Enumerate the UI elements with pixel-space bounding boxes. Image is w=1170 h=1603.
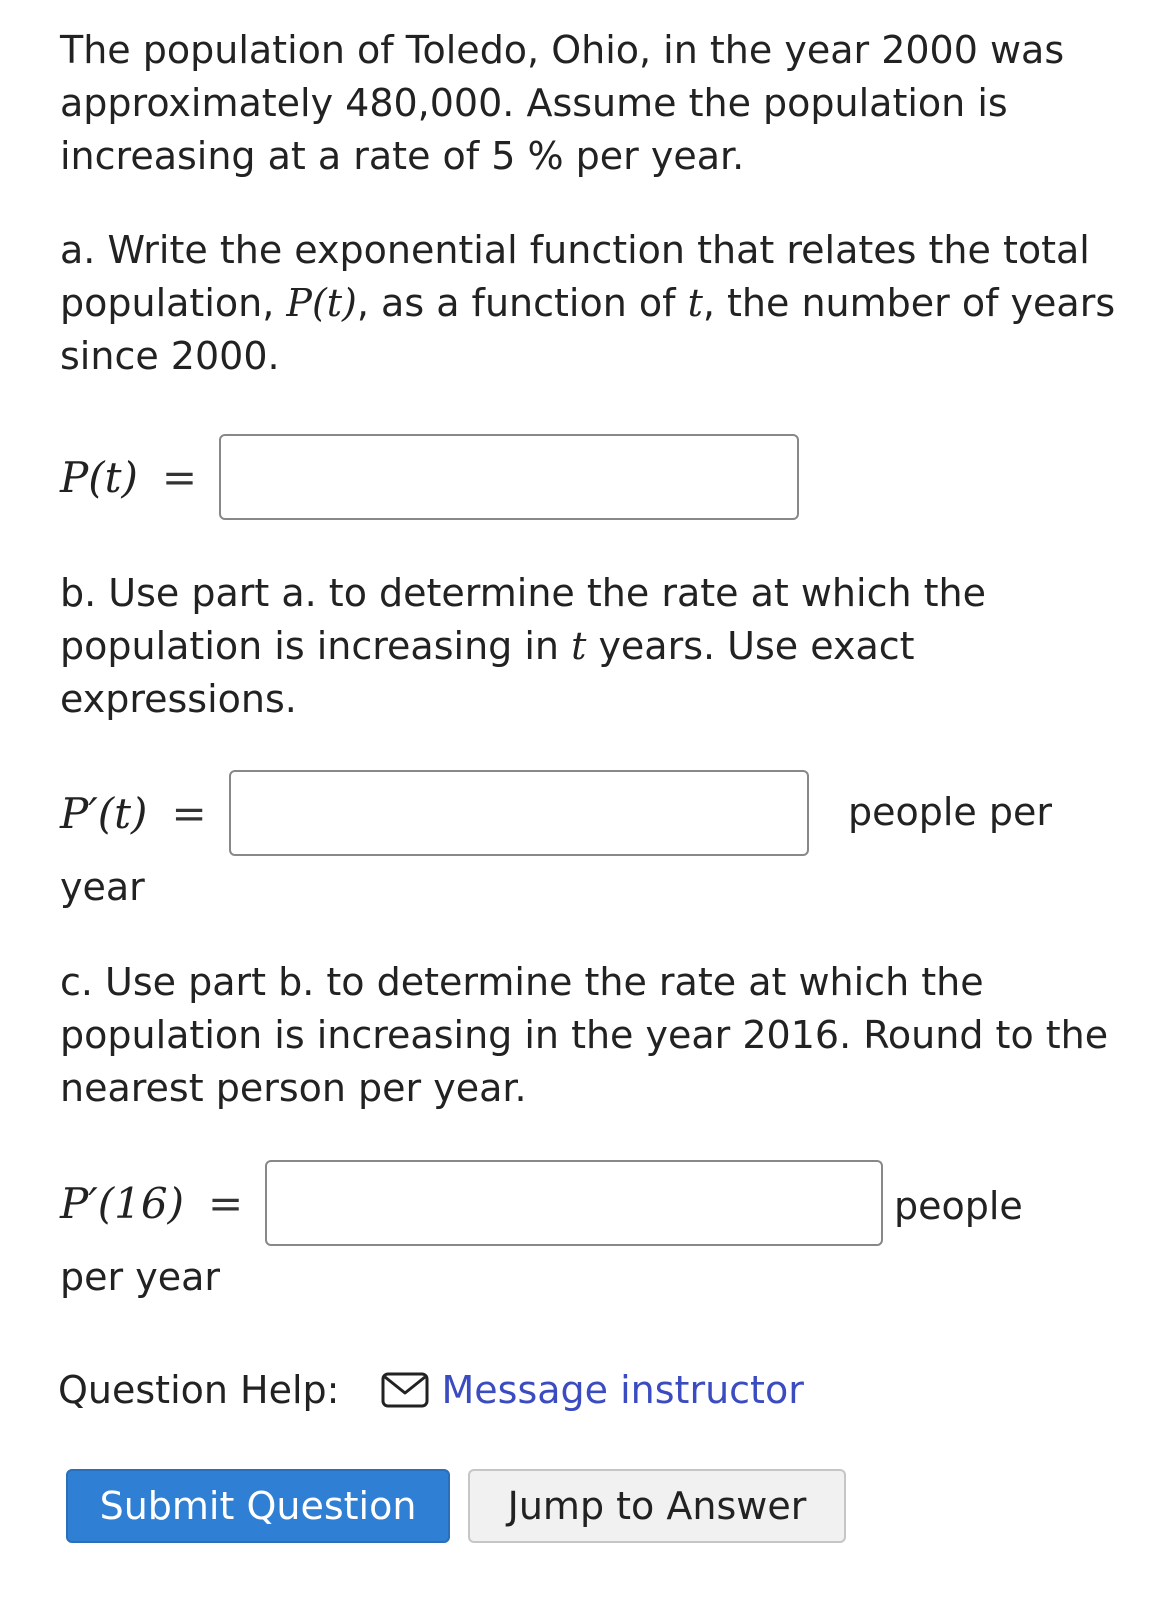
part-a-answer-input[interactable]	[219, 434, 799, 520]
message-instructor-link[interactable]: Message instructor	[441, 1368, 804, 1412]
part-b-lhs: P′(t)	[60, 788, 148, 838]
jump-to-answer-button[interactable]: Jump to Answer	[468, 1469, 846, 1543]
part-c-equals: =	[208, 1178, 244, 1228]
part-c-unit-2: per year	[60, 1255, 220, 1299]
part-b-prompt	[60, 567, 1120, 726]
part-a-prompt-var: t	[687, 281, 703, 325]
part-a-prompt-text-2: , as a function of	[356, 281, 688, 325]
question-help-label: Question Help:	[58, 1368, 340, 1412]
part-c-unit-1: people	[894, 1184, 1023, 1228]
part-a-lhs: P(t)	[60, 452, 138, 502]
part-c-answer-input[interactable]	[265, 1160, 883, 1246]
part-a-equals: =	[161, 452, 198, 502]
part-a-prompt-text-3: , the number of years since 2000.	[60, 281, 1116, 378]
submit-question-button[interactable]: Submit Question	[66, 1469, 450, 1543]
part-b-prompt-text-2: years. Use exact expressions.	[60, 624, 915, 721]
problem-intro: The population of Toledo, Ohio, in the year 2000 was approximately 480,000. Assume the population is increasing at a rate of 5 % per year.	[60, 28, 1065, 178]
part-b-unit-2: year	[60, 865, 145, 909]
part-c-lhs: P′(16)	[60, 1178, 185, 1228]
part-b-answer-row	[60, 770, 809, 856]
part-b-answer-input[interactable]	[229, 770, 809, 856]
envelope-icon[interactable]	[381, 1372, 429, 1408]
part-c-prompt: c. Use part b. to determine the rate at which the population is increasing in the year 2016. Round to the nearest person per year.	[60, 960, 1109, 1110]
part-a-prompt-func: P(t)	[286, 281, 357, 325]
part-b-prompt-var: t	[571, 624, 587, 668]
part-a-prompt	[60, 224, 1120, 383]
part-a-prompt-text-1: a. Write the exponential function that relates the total population,	[60, 228, 1090, 325]
part-a-answer-row	[60, 434, 799, 520]
question-help	[58, 1362, 804, 1418]
part-c-answer-row	[60, 1160, 883, 1246]
part-b-equals: =	[171, 788, 207, 838]
part-b-prompt-text-1: b. Use part a. to determine the rate at which the population is increasing in	[60, 571, 986, 668]
part-b-unit-1: people per	[848, 790, 1053, 834]
